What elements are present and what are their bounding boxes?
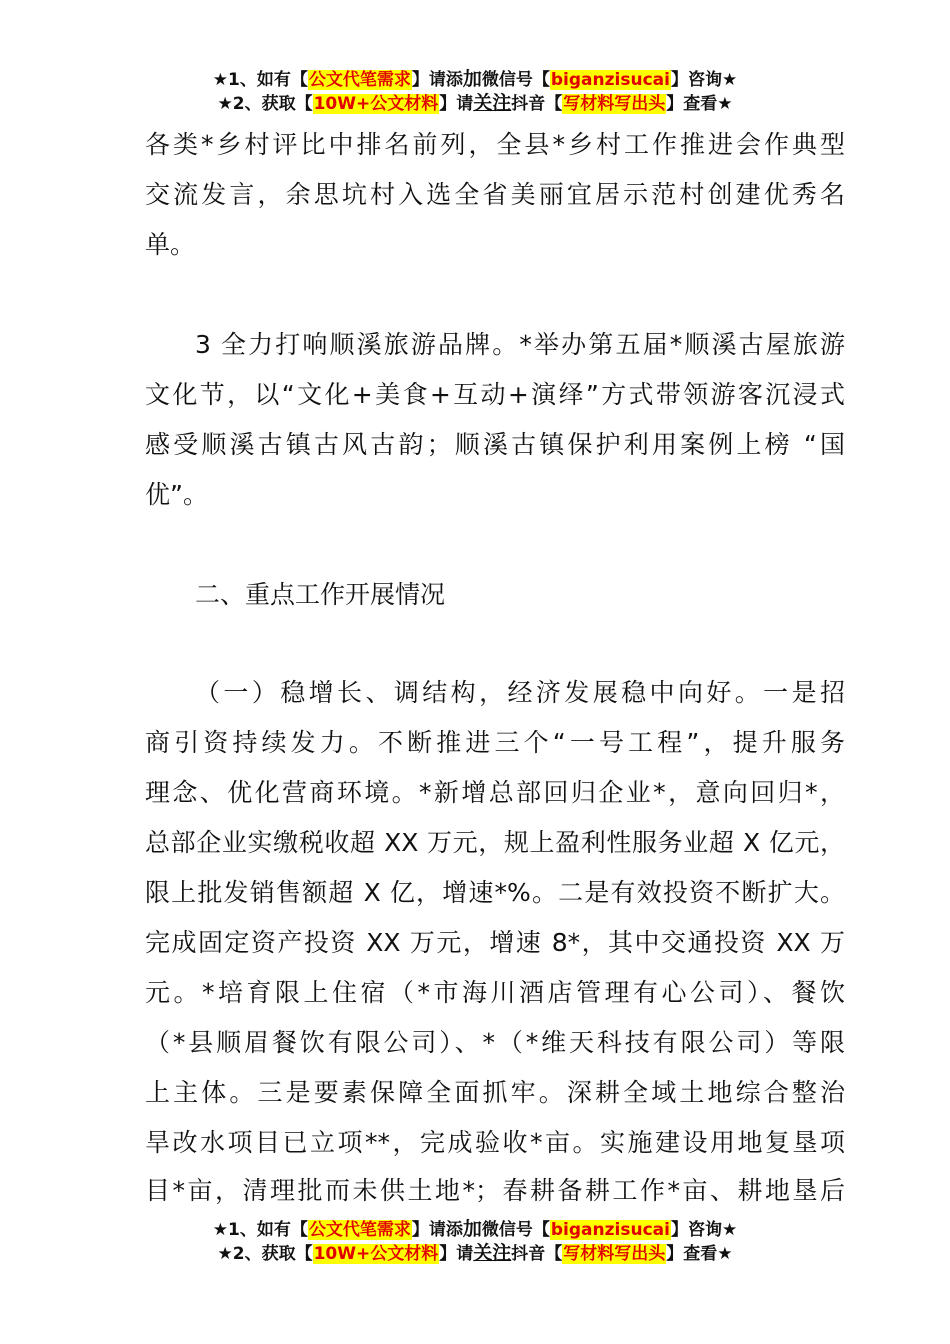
banner-text: 】咨询★ [670,1220,738,1240]
banner-text: ★2、获取【 [217,1244,313,1264]
body-line: 文化节，以“文化+美食+互动+演绎”方式带领游客沉浸式 [145,380,845,409]
body-line: 上主体。三是要素保障全面抓牢。深耕全域土地综合整治 [145,1078,845,1107]
banner-text: 微信号【 [481,70,550,90]
header-banner [0,68,950,116]
body-line: 各类*乡村评比中排名前列，全县*乡村工作推进会作典型 [145,130,845,159]
section-heading: 二、重点工作开展情况 [195,580,446,609]
banner-text: 加 [462,1218,482,1240]
body-line: （*县顺眉餐饮有限公司）、*（*维天科技有限公司）等限 [145,1028,845,1057]
banner-highlight: 10W+公文材料 [313,1244,439,1264]
body-line: 理念、优化营商环境。*新增总部回归企业*，意向回归*， [145,778,845,807]
body-line: 交流发言，余思坑村入选全省美丽宜居示范村创建优秀名 [145,180,845,209]
body-line: 感受顺溪古镇古风古韵；顺溪古镇保护利用案例上榜 “国 [145,430,845,459]
body-line: 完成固定资产投资 XX 万元，增速 8*，其中交通投资 XX 万 [145,928,845,957]
banner-text: 】咨询★ [670,70,738,90]
banner-text: ★2、获取【 [217,94,313,114]
body-line: 商引资持续发力。不断推进三个“一号工程”，提升服务 [145,728,845,757]
body-line: 限上批发销售额超 X 亿，增速*%。二是有效投资不断扩大。 [145,878,845,907]
banner-text: 微信号【 [481,1220,550,1240]
body-line: 目*亩，清理批而未供土地*；春耕备耕工作*亩、耕地垦后 [145,1176,845,1205]
banner-text: 关注 [473,1242,512,1264]
banner-line-2 [0,92,950,116]
banner-text: 】请 [439,1244,474,1264]
body-line: 元。*培育限上住宿（*市海川酒店管理有心公司）、餐饮 [145,978,845,1007]
body-line: 优”。 [145,480,208,509]
banner-highlight: 写材料写出头 [563,1244,666,1264]
footer-banner [0,1218,950,1266]
banner-highlight: 写材料写出头 [563,94,666,114]
banner-text: 关注 [473,92,512,114]
banner-text: 】请添 [411,1220,463,1240]
banner-text: 抖音【 [511,1244,563,1264]
banner-line-1 [0,1218,950,1242]
banner-highlight: biganzisucai [550,70,670,90]
banner-text: ★1、如有【 [212,70,308,90]
body-line: 旱改水项目已立项**，完成验收*亩。实施建设用地复垦项 [145,1128,845,1157]
body-line: 总部企业实缴税收超 XX 万元，规上盈利性服务业超 X 亿元， [145,828,845,857]
banner-text: 】查看★ [666,1244,733,1264]
banner-highlight: biganzisucai [550,1220,670,1240]
body-line: 3 全力打响顺溪旅游品牌。*举办第五届*顺溪古屋旅游 [195,330,845,359]
banner-text: 】查看★ [666,94,733,114]
banner-highlight: 10W+公文材料 [313,94,439,114]
banner-highlight: 公文代笔需求 [308,1220,411,1240]
banner-text: 加 [462,68,482,90]
banner-highlight: 公文代笔需求 [308,70,411,90]
banner-line-1 [0,68,950,92]
banner-text: 】请 [439,94,474,114]
body-line: 单。 [145,230,196,259]
body-line: （一）稳增长、调结构，经济发展稳中向好。一是招 [195,678,845,707]
banner-text: 】请添 [411,70,463,90]
banner-text: ★1、如有【 [212,1220,308,1240]
banner-text: 抖音【 [511,94,563,114]
banner-line-2 [0,1242,950,1266]
